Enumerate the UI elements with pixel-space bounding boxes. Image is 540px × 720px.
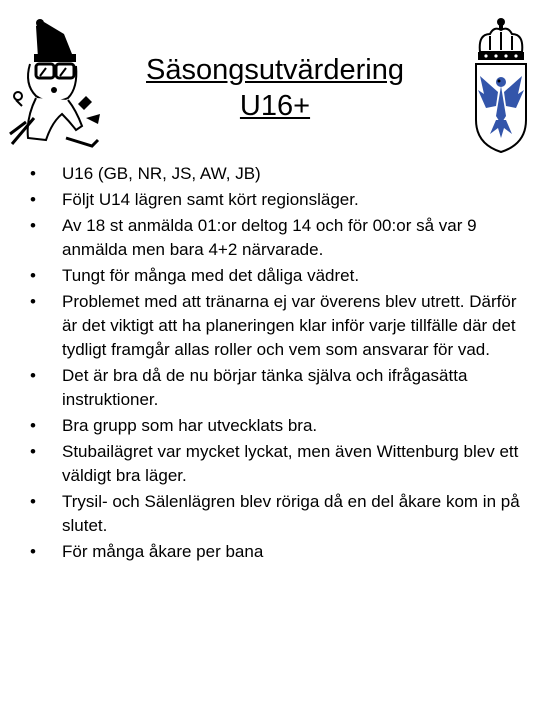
bullet-item: • U16 (GB, NR, JS, AW, JB) bbox=[30, 162, 520, 186]
bullet-list bbox=[30, 162, 520, 566]
title-line-2: U16+ bbox=[239, 90, 311, 122]
bullet-item: • För många åkare per bana bbox=[30, 540, 520, 564]
bullet-item: • Problemet med att tränarna ej var överens blev utrett. Därför är det viktigt att ha planeringen klar inför varje tillfälle där det tydligt framgår allas roller och vem som ansvarar för vad. bbox=[30, 290, 520, 362]
bullet-item: • Trysil- och Sälenlägren blev röriga då en del åkare kom in på slutet. bbox=[30, 490, 520, 538]
skier-mascot-logo bbox=[6, 18, 106, 150]
slide-title bbox=[100, 52, 450, 124]
bullet-item: • Följt U14 lägren samt kört regionsläger. bbox=[30, 188, 520, 212]
bullet-item: • Av 18 st anmälda 01:or deltog 14 och för 00:or så var 9 anmälda men bara 4+2 närvarade. bbox=[30, 214, 520, 262]
bullet-item: • Stubailägret var mycket lyckat, men även Wittenburg blev ett väldigt bra läger. bbox=[30, 440, 520, 488]
title-line-1: Säsongsutvärdering bbox=[146, 54, 404, 86]
crowned-eagle-crest-logo bbox=[470, 16, 532, 156]
bullet-item: • Tungt för många med det dåliga vädret. bbox=[30, 264, 520, 288]
bullet-item: • Bra grupp som har utvecklats bra. bbox=[30, 414, 520, 438]
bullet-item: • Det är bra då de nu börjar tänka själva och ifrågasätta instruktioner. bbox=[30, 364, 520, 412]
